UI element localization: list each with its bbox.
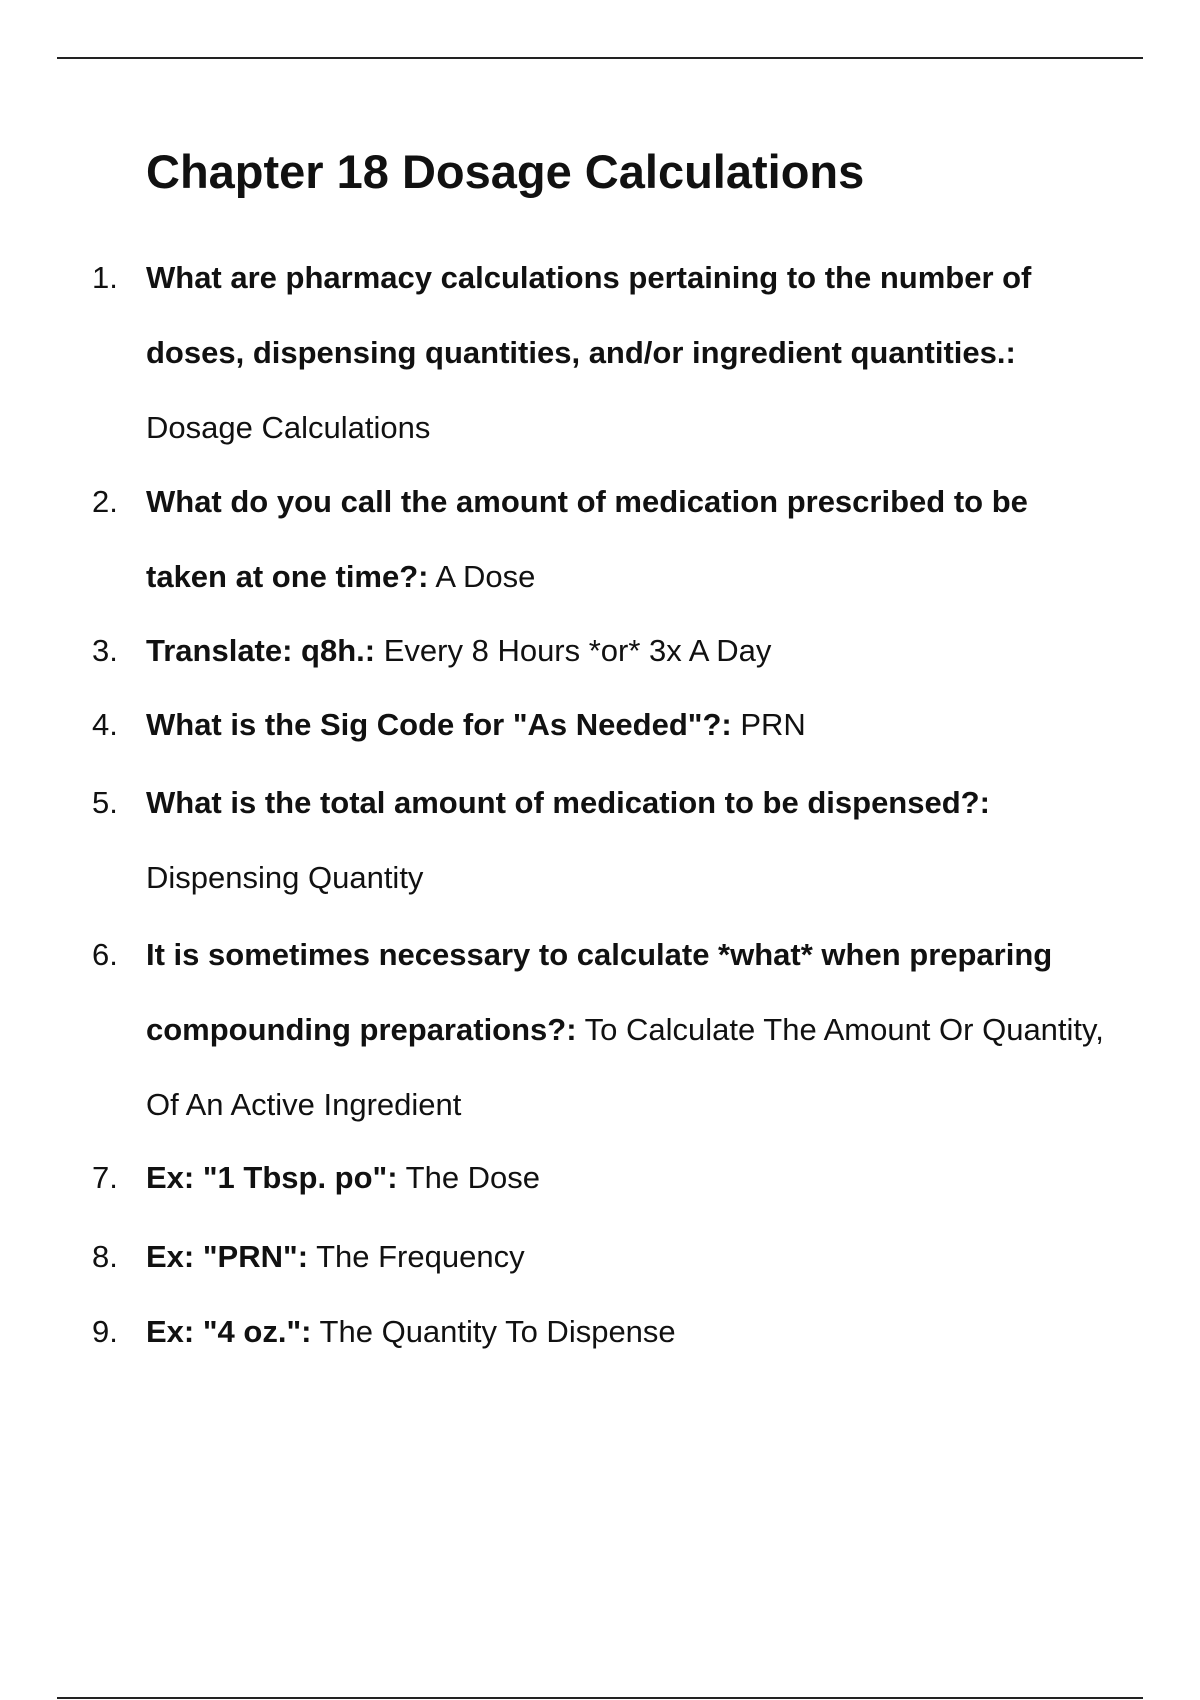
answer-text: PRN [740, 707, 806, 742]
page-title: Chapter 18 Dosage Calculations [146, 145, 865, 198]
item-number: 1. [92, 260, 118, 295]
item-text [146, 1140, 1106, 1215]
question-text: Ex: "PRN": [146, 1239, 309, 1274]
answer-text: Dosage Calculations [146, 410, 431, 445]
item-number: 7. [92, 1160, 118, 1195]
item-text [146, 687, 1106, 762]
answer-text: The Quantity To Dispense [319, 1314, 676, 1349]
item-number: 2. [92, 484, 118, 519]
question-text: What do you call the amount of medication prescribed to be taken at one time?: [146, 484, 1028, 594]
item-number: 8. [92, 1239, 118, 1274]
item-text [146, 613, 1106, 688]
item-text [146, 1219, 1106, 1294]
item-text [146, 464, 1106, 614]
question-text: It is sometimes necessary to calculate *what* when preparing compounding preparations?: [146, 937, 1053, 1047]
answer-text: To Calculate The Amount Or Quantity, Of An Active Ingredient [146, 1012, 1104, 1122]
item-number: 3. [92, 633, 118, 668]
item-text [146, 240, 1106, 465]
answer-text: A Dose [435, 559, 536, 594]
answer-text: The Frequency [316, 1239, 525, 1274]
item-number: 5. [92, 785, 118, 820]
item-number: 4. [92, 707, 118, 742]
question-text: What is the Sig Code for "As Needed"?: [146, 707, 732, 742]
item-number: 6. [92, 937, 118, 972]
item-number: 9. [92, 1314, 118, 1349]
question-text: What are pharmacy calculations pertaining to the number of doses, dispensing quantities, and/or ingredient quantities.: [146, 260, 1032, 370]
bottom-rule [57, 1697, 1143, 1699]
top-rule [57, 57, 1143, 59]
answer-text: Dispensing Quantity [146, 860, 424, 895]
question-text: Translate: q8h.: [146, 633, 376, 668]
answer-text: Every 8 Hours *or* 3x A Day [383, 633, 772, 668]
answer-text: The Dose [405, 1160, 541, 1195]
item-text [146, 765, 1106, 915]
item-text [146, 1294, 1106, 1369]
item-text [146, 917, 1106, 1142]
question-text: What is the total amount of medication to be dispensed?: [146, 785, 990, 820]
question-text: Ex: "4 oz.": [146, 1314, 312, 1349]
question-text: Ex: "1 Tbsp. po": [146, 1160, 398, 1195]
